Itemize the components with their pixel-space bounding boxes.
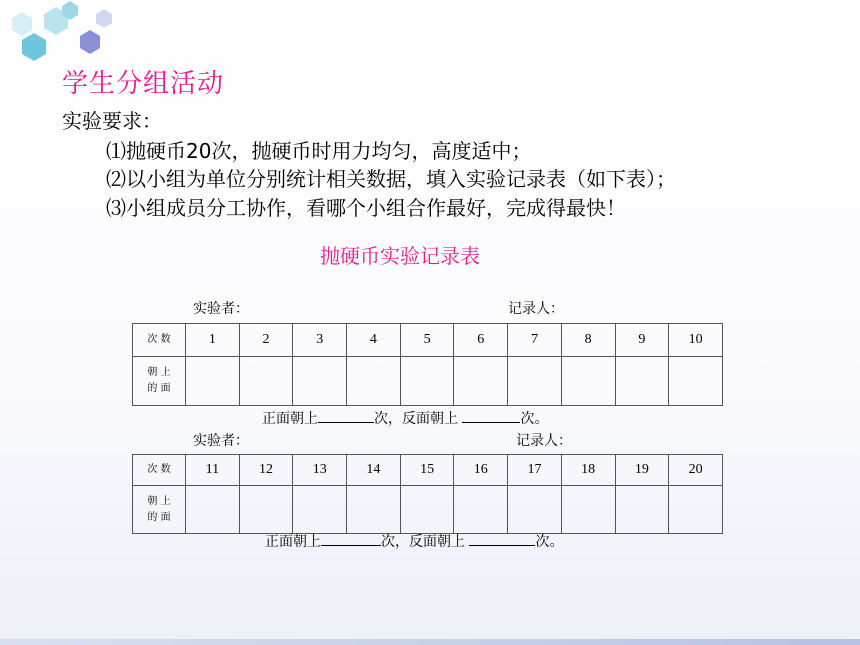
table-cell bbox=[400, 357, 454, 406]
table-cell: 16 bbox=[454, 455, 508, 486]
table-row bbox=[133, 357, 723, 406]
table-cell: 1 bbox=[186, 324, 240, 357]
experimenter-label: 实验者： bbox=[193, 433, 249, 449]
table-cell bbox=[239, 357, 293, 406]
summary-end: 次。 bbox=[520, 411, 549, 427]
table-cell: 3 bbox=[293, 324, 347, 357]
table-cell: 8 bbox=[561, 324, 615, 357]
blank-line bbox=[469, 531, 535, 546]
table-cell: 4 bbox=[347, 324, 401, 357]
requirement-item: ⑴抛硬币20次，抛硬币时用力均匀，高度适中； bbox=[106, 139, 532, 163]
table-cell: 7 bbox=[508, 324, 562, 357]
table-cell: 5 bbox=[400, 324, 454, 357]
summary-line-1 bbox=[262, 408, 548, 428]
table-row bbox=[133, 455, 723, 486]
table-cell bbox=[669, 357, 723, 406]
count-label: 次 数 bbox=[133, 455, 186, 486]
table-cell: 20 bbox=[669, 455, 723, 486]
face-label-line: 的 面 bbox=[147, 383, 171, 394]
table-cell: 6 bbox=[454, 324, 508, 357]
count-label: 次 数 bbox=[133, 324, 186, 357]
summary-mid: 次，反面朝上 bbox=[374, 411, 463, 427]
table-cell: 19 bbox=[615, 455, 669, 486]
table-cell: 15 bbox=[400, 455, 454, 486]
face-label bbox=[133, 486, 186, 534]
table-cell: 14 bbox=[347, 455, 401, 486]
summary-front: 正面朝上 bbox=[265, 534, 321, 550]
recorder-label: 记录人： bbox=[508, 301, 564, 317]
table-cell bbox=[508, 486, 562, 534]
summary-end: 次。 bbox=[535, 534, 564, 550]
face-label-line: 的 面 bbox=[147, 511, 171, 523]
record-table-title: 抛硬币实验记录表 bbox=[320, 244, 480, 268]
table-cell bbox=[400, 486, 454, 534]
blank-line bbox=[462, 408, 520, 423]
table-cell bbox=[615, 357, 669, 406]
table-cell bbox=[454, 357, 508, 406]
table-row bbox=[133, 486, 723, 534]
blank-line bbox=[321, 531, 381, 546]
table-cell: 10 bbox=[669, 324, 723, 357]
table-cell bbox=[561, 357, 615, 406]
requirement-item: ⑵以小组为单位分别统计相关数据，填入实验记录表（如下表）； bbox=[106, 167, 676, 191]
table-cell bbox=[347, 357, 401, 406]
table-cell bbox=[561, 486, 615, 534]
table-cell: 18 bbox=[561, 455, 615, 486]
requirement-item: ⑶小组成员分工协作，看哪个小组合作最好，完成得最快！ bbox=[106, 196, 626, 220]
table-cell bbox=[669, 486, 723, 534]
summary-mid: 次，反面朝上 bbox=[381, 534, 470, 550]
table-cell bbox=[293, 486, 347, 534]
table-cell bbox=[347, 486, 401, 534]
face-label bbox=[133, 357, 186, 406]
table-cell bbox=[454, 486, 508, 534]
record-table-1 bbox=[132, 323, 723, 406]
recorder-label: 记录人： bbox=[516, 433, 572, 449]
table-cell: 2 bbox=[239, 324, 293, 357]
table-row bbox=[133, 324, 723, 357]
table-cell bbox=[186, 486, 240, 534]
table-cell bbox=[239, 486, 293, 534]
blank-line bbox=[318, 408, 374, 423]
summary-front: 正面朝上 bbox=[262, 411, 318, 427]
experimenter-label: 实验者： bbox=[193, 301, 249, 317]
table-cell: 13 bbox=[293, 455, 347, 486]
face-label-line: 朝 上 bbox=[147, 367, 171, 378]
record-table-2 bbox=[132, 454, 723, 534]
table-cell bbox=[615, 486, 669, 534]
table-cell bbox=[508, 357, 562, 406]
table-cell: 17 bbox=[508, 455, 562, 486]
table-cell: 12 bbox=[239, 455, 293, 486]
table-cell: 9 bbox=[615, 324, 669, 357]
slide-title: 学生分组活动 bbox=[62, 69, 225, 99]
table-cell bbox=[186, 357, 240, 406]
summary-line-2 bbox=[265, 531, 563, 551]
requirements-heading: 实验要求： bbox=[62, 109, 162, 133]
table-cell bbox=[293, 357, 347, 406]
table-cell: 11 bbox=[186, 455, 240, 486]
face-label-line: 朝 上 bbox=[147, 495, 171, 507]
bottom-bar bbox=[0, 639, 860, 645]
